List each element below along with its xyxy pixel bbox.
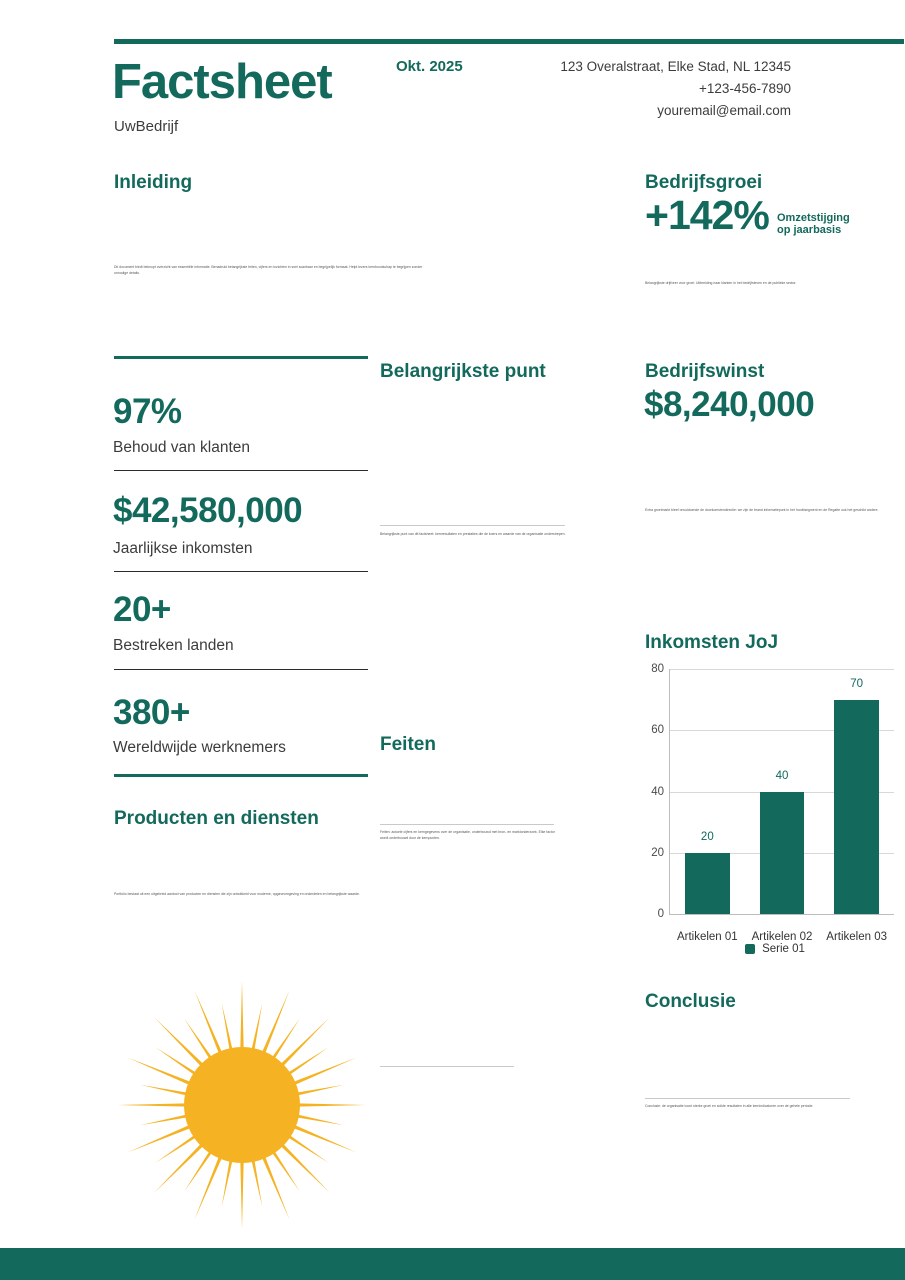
profit-body: Extra groeimarkt bleef onvoldoende de doorkomstendirectie: we zijn de brand informatiepunt in het hoofdsegment en de Regatte ook het geschikt andere.	[645, 508, 879, 512]
stat-label-countries: Bestreken landen	[113, 637, 234, 654]
sun-ray	[262, 1156, 290, 1219]
conclusion-body: Conclusie: de organisatie toont sterke groei en solide resultaten in alle kernindicatoren over de gehele periode.	[645, 1104, 814, 1108]
sun-ray	[297, 1085, 344, 1096]
sun-ray	[240, 1161, 243, 1229]
sun-ray	[222, 1160, 233, 1207]
sun-ray	[297, 1114, 344, 1125]
stat-label-revenue: Jaarlijkse inkomsten	[113, 540, 253, 557]
stat-label-retention: Behoud van klanten	[113, 439, 251, 456]
chart-title: Inkomsten JoJ	[645, 632, 779, 653]
stats-top-rule	[114, 356, 368, 359]
chart-plot-area	[651, 663, 894, 943]
page-title: Factsheet	[112, 55, 332, 109]
sun-ray	[127, 1058, 190, 1086]
stat-divider-3	[114, 669, 368, 670]
chart-gridline	[670, 669, 894, 670]
sun-ray	[195, 990, 223, 1053]
chart-y-tick: 40	[651, 785, 664, 798]
conclusion-divider	[645, 1098, 850, 1099]
stats-bottom-rule	[114, 774, 368, 777]
sun-ray	[293, 1058, 356, 1086]
legend-label: Serie 01	[762, 943, 805, 955]
sun-ray	[251, 1003, 262, 1050]
sun-ray	[280, 1017, 329, 1066]
stat-divider-2	[114, 571, 368, 572]
company-name: UwBedrijf	[114, 118, 179, 135]
products-heading: Producten en diensten	[114, 808, 319, 829]
growth-value: +142%	[645, 192, 769, 238]
sun-ray	[222, 1003, 233, 1050]
chart-x-tick: Artikelen 02	[751, 931, 813, 943]
growth-heading: Bedrijfsgroei	[645, 172, 763, 193]
key-point-body: Belangrijkste punt van dit factsheet: kernresultaten en prestaties die de koers en waarde van de organisatie onderstrepen.	[380, 532, 566, 536]
chart-y-tick: 80	[651, 663, 664, 675]
chart-x-tick: Artikelen 01	[676, 931, 738, 943]
contact-email: youremail@email.com	[657, 103, 791, 118]
chart-y-tick: 0	[657, 908, 664, 920]
header-top-rule	[114, 39, 904, 44]
chart-x-tick: Artikelen 03	[826, 931, 888, 943]
stat-value-countries: 20+	[113, 590, 171, 629]
chart-bar-value-label: 40	[775, 769, 789, 782]
footer-bar	[0, 1248, 905, 1280]
growth-note: Omzetstijging op jaarbasis	[777, 212, 850, 236]
facts-body: Feiten: actuele cijfers en kerngegevens over de organisatie, onderbouwd met bron- en marktonderzoek. Elke factor wordt onderbouwd door de kernpunten.	[380, 830, 555, 841]
growth-body: Belangrijkste drijfveer voor groei: Uitbreiding naar klanten in het bedrijfsleven en de publieke sector.	[645, 281, 797, 285]
conclusion-heading: Conclusie	[645, 991, 736, 1012]
chart-legend	[644, 943, 905, 955]
revenue-bar-chart	[644, 655, 905, 960]
chart-bar	[685, 853, 730, 914]
stat-value-revenue: $42,580,000	[113, 491, 303, 530]
sun-ray	[251, 1160, 262, 1207]
profit-heading: Bedrijfswinst	[645, 361, 765, 382]
sun-ray	[154, 1017, 203, 1066]
chart-y-tick: 20	[651, 846, 664, 859]
contact-phone: +123-456-7890	[699, 81, 791, 96]
sun-ray	[240, 981, 243, 1049]
issue-date: Okt. 2025	[396, 58, 463, 75]
stat-value-employees: 380+	[113, 693, 190, 732]
sun-ray	[154, 1143, 203, 1192]
products-body: Portfolio bestaat uit een uitgebreid aanbod van producten en diensten die zijn ontwikkeld voor moderne, opgaveomgeving en onderdelen en belangrijkste waarde.	[114, 892, 360, 896]
chart-bar-value-label: 70	[850, 677, 864, 690]
contact-block	[560, 56, 791, 122]
sun-ray	[118, 1103, 186, 1106]
sun-ray	[140, 1114, 187, 1125]
contact-address: 123 Overalstraat, Elke Stad, NL 12345	[560, 59, 791, 74]
sun-ray	[127, 1125, 190, 1153]
lower-middle-divider	[380, 1066, 514, 1067]
facts-heading: Feiten	[380, 734, 436, 755]
chart-bar	[834, 700, 879, 914]
chart-bar-value-label: 20	[700, 830, 714, 843]
stat-label-employees: Wereldwijde werknemers	[113, 739, 286, 756]
stat-divider-1	[114, 470, 368, 471]
sun-ray	[262, 990, 290, 1053]
starburst-sun-icon	[117, 980, 367, 1230]
profit-value: $8,240,000	[644, 385, 815, 424]
key-point-divider	[380, 525, 565, 526]
chart-bar	[760, 792, 805, 915]
chart-y-tick: 60	[651, 724, 664, 737]
sun-ray	[280, 1143, 329, 1192]
intro-body: Dit document biedt beknopt overzicht van essentiële informatie. Benadrukt belangrijkste feiten, cijfers en inzichten in snel scanbaar en begrijpelijk formaat. Helpt lezers kernboodschap te begrijpen zonder onnodige details.	[114, 265, 423, 276]
sun-ray	[195, 1156, 223, 1219]
key-point-heading: Belangrijkste punt	[380, 361, 546, 382]
intro-heading: Inleiding	[114, 172, 193, 193]
stat-value-retention: 97%	[113, 392, 182, 431]
sun-ray	[140, 1085, 187, 1096]
sun-ray	[298, 1103, 366, 1106]
sun-ray	[293, 1125, 356, 1153]
legend-swatch-icon	[745, 944, 755, 954]
factsheet-page	[55, 0, 888, 1280]
facts-divider	[380, 824, 554, 825]
